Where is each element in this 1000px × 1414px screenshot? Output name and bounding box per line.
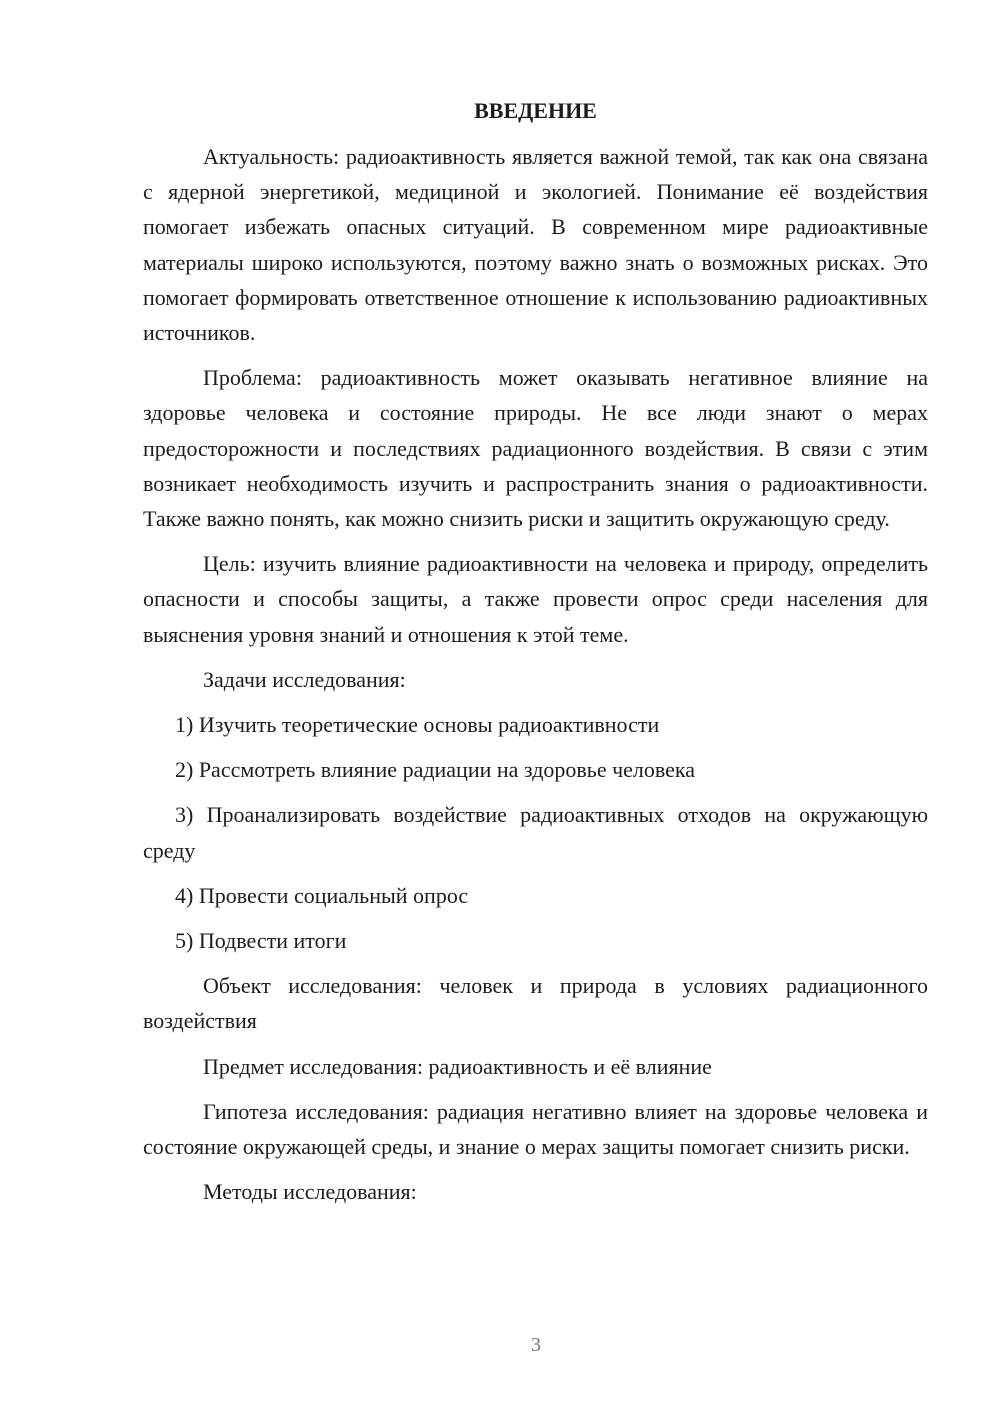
task-item: 4) Провести социальный опрос bbox=[175, 882, 469, 908]
task-item: 5) Подвести итоги bbox=[175, 928, 347, 954]
section-title: ВВЕДЕНИЕ bbox=[474, 98, 597, 123]
task-item: 2) Рассмотреть влияние радиации на здоровье человека bbox=[175, 757, 696, 783]
paragraph-hypothesis: Гипотеза исследования: радиация негативно влияет на здоровье человека и состояние окружающей среды, и знание о мерах защиты помогает снизить риски. bbox=[143, 1098, 928, 1160]
task-item: 1) Изучить теоретические основы радиоактивности bbox=[175, 712, 660, 738]
page-content bbox=[143, 96, 928, 1219]
page-number: 3 bbox=[531, 1334, 541, 1356]
paragraph-methods: Методы исследования: bbox=[203, 1179, 417, 1205]
task-item: 3) Проанализировать воздействие радиоактивных отходов на окружающую среду bbox=[143, 802, 928, 863]
paragraph-goal: Цель: изучить влияние радиоактивности на человека и природу, определить опасности и способы защиты, а также провести опрос среди населения для выяснения уровня знаний и отношения к этой теме. bbox=[143, 551, 928, 647]
paragraph-problem: Проблема: радиоактивность может оказывать негативное влияние на здоровье человека и состояние природы. Не все люди знают о мерах предосторожности и последствиях радиационного воздействия. В связи с этим возникает необходимость изучить и распространить знания о радиоактивности. Также важно понять, как можно снизить риски и защитить окружающую среду. bbox=[143, 365, 928, 532]
paragraph-tasks-heading: Задачи исследования: bbox=[203, 666, 406, 692]
paragraph-object: Объект исследования: человек и природа в условиях радиационного воздействия bbox=[143, 973, 928, 1034]
paragraph-relevance: Актуальность: радиоактивность является важной темой, так как она связана с ядерной энергетикой, медициной и экологией. Понимание её воздействия помогает избежать опасных ситуаций. В современном мире радиоактивные материалы широко используются, поэтому важно знать о возможных рисках. Это помогает формировать ответственное отношение к использованию радиоактивных источников. bbox=[143, 144, 928, 346]
paragraph-subject: Предмет исследования: радиоактивность и её влияние bbox=[203, 1053, 712, 1079]
